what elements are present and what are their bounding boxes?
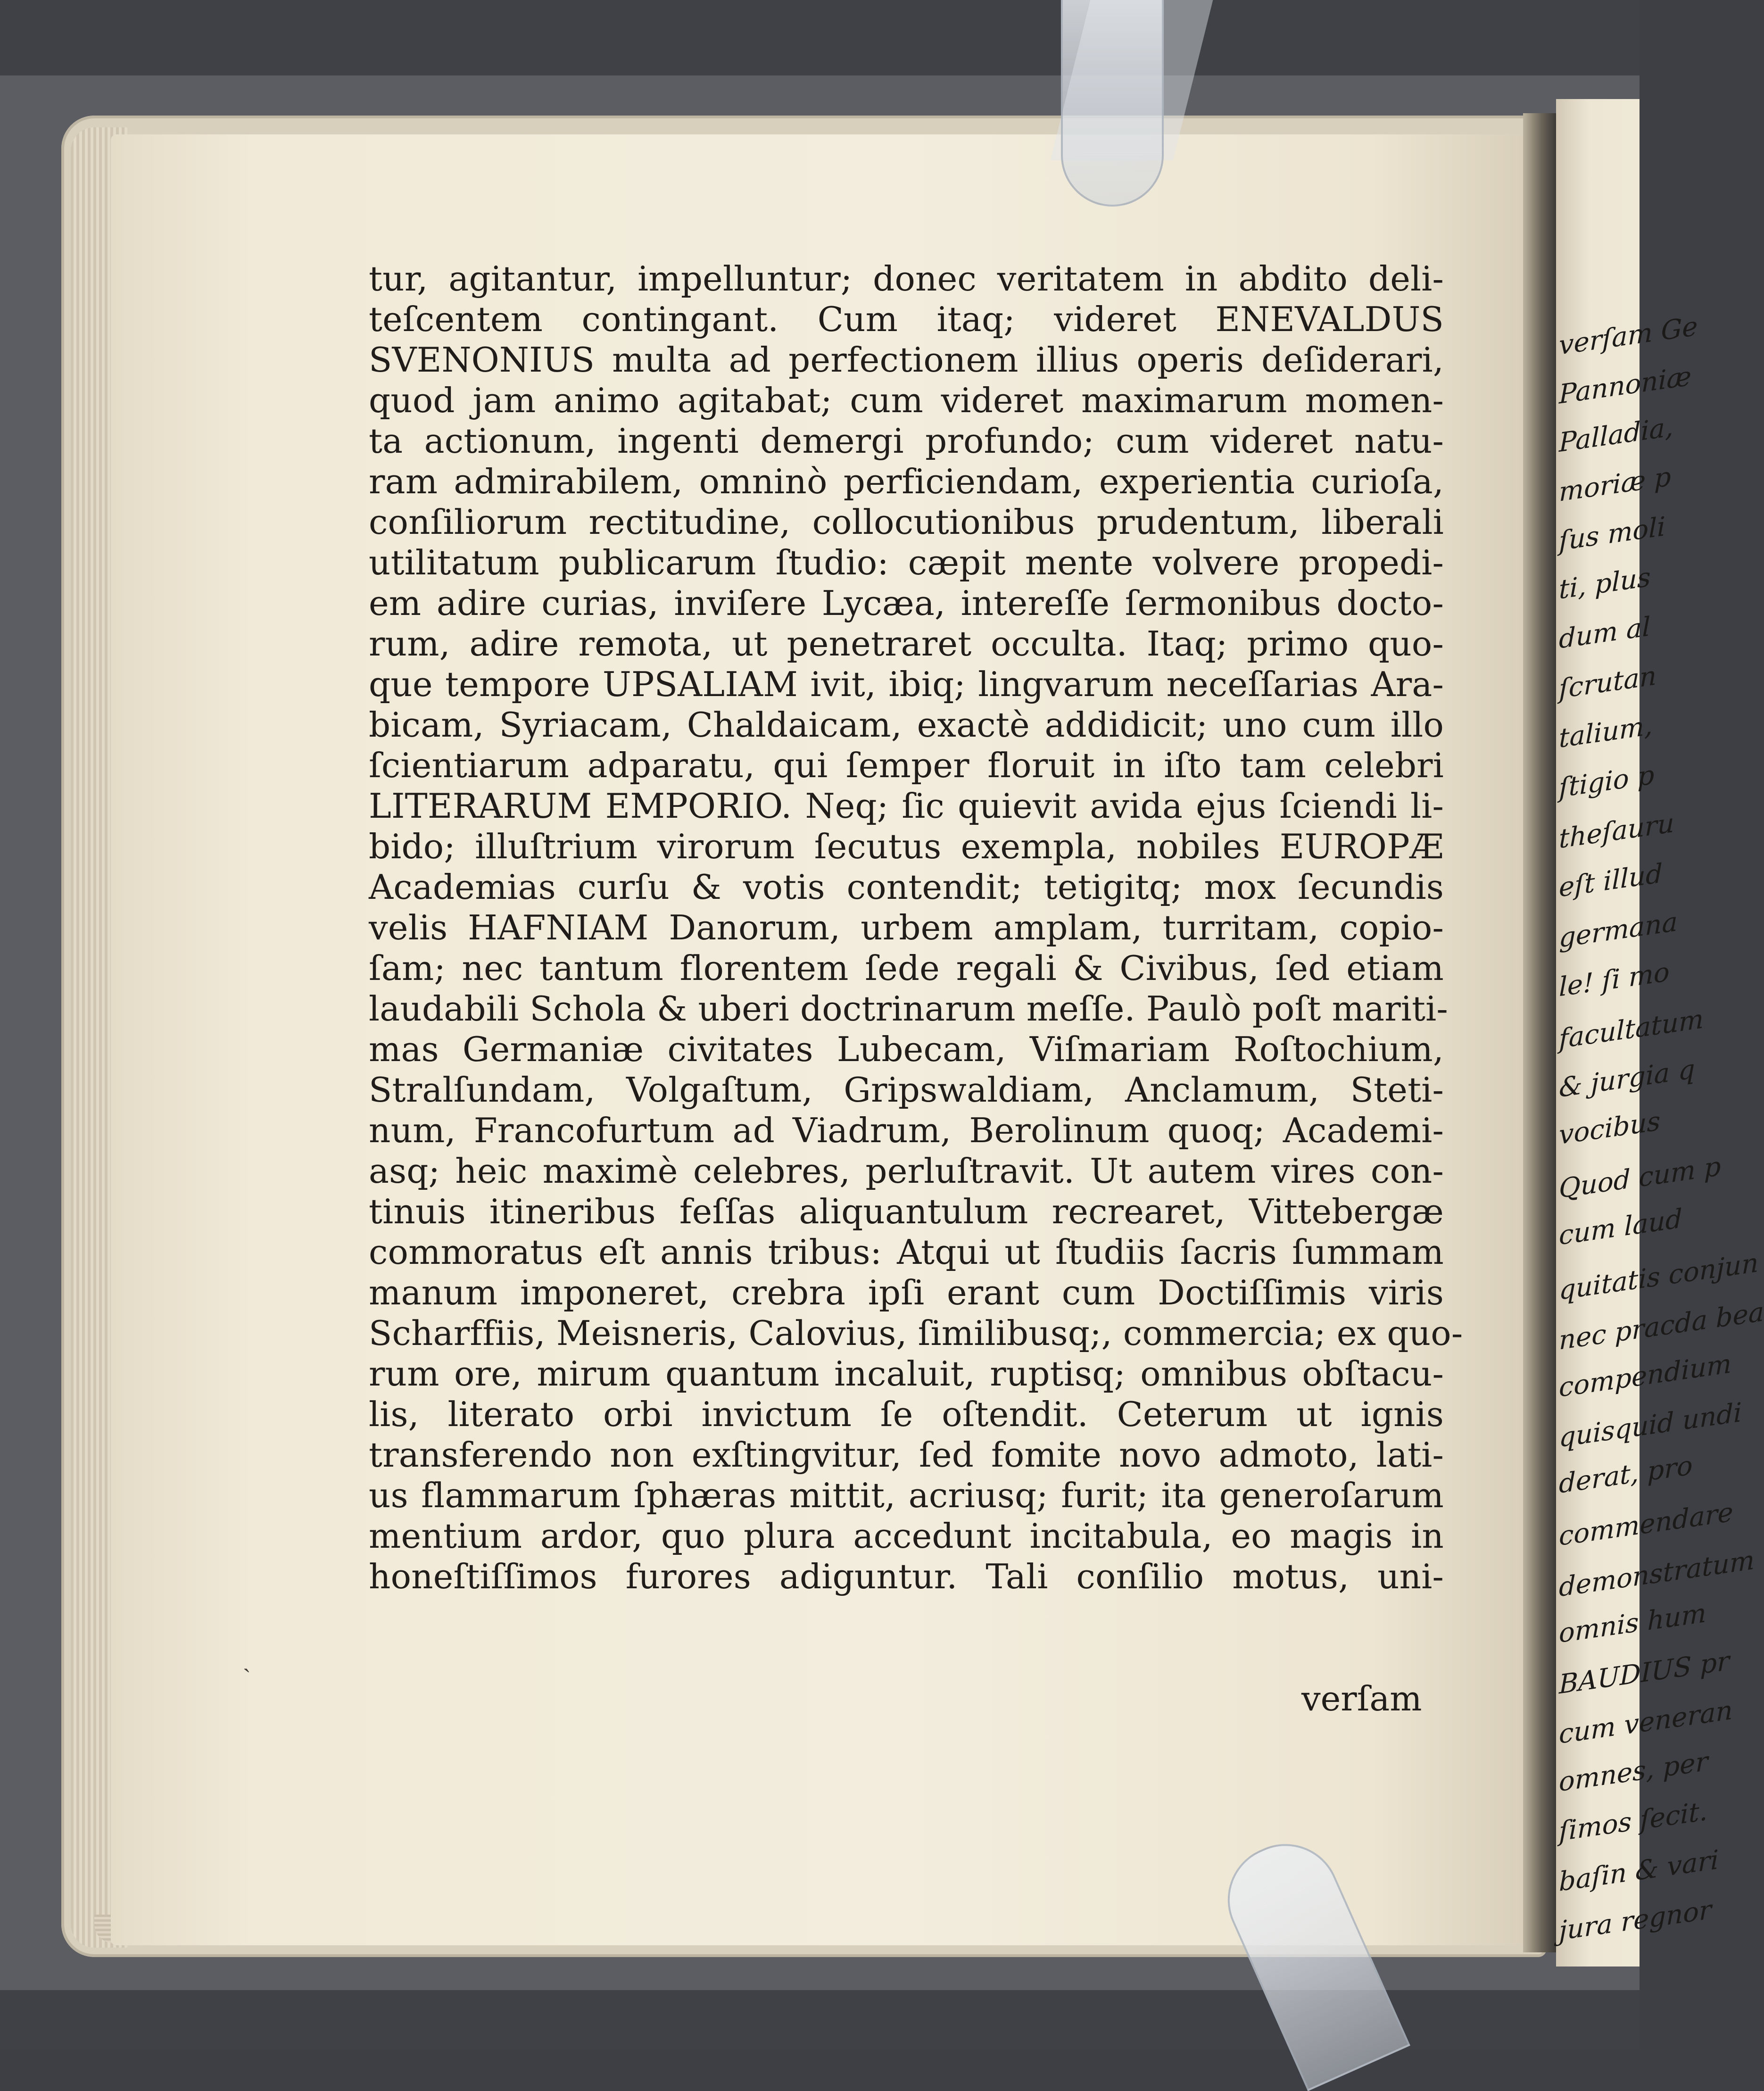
text-line: asq; heic maximè celebres, perluſtravit. Ut autem vires con- [369,1151,1444,1191]
facing-fragment: le! ſi mo [1559,956,1670,1003]
page-text-block [369,258,1463,1597]
text-line: Academias curſu & votis contendit; tetigitq; mox ſecundis [369,867,1444,907]
text-line: Stralſundam, Volgaſtum, Gripswaldiam, Anclamum, Steti- [369,1070,1444,1110]
facing-fragment: omnis hum [1559,1598,1706,1649]
text-line: commoratus eſt annis tribus: Atqui ut ſtudiis ſacris ſummam [369,1232,1444,1272]
facing-page [1556,99,1764,1967]
facing-fragment: quisquid undi [1559,1397,1742,1454]
text-line: tinuis itineribus feſſas aliquantulum recrearet, Vittebergæ [369,1192,1444,1231]
facing-fragment: dum al [1559,611,1651,655]
text-line: ſam; nec tantum florentem ſede regali & Civibus, ſed etiam [369,948,1444,988]
facing-fragment: facultatum [1559,1004,1704,1055]
text-line: rum, adire remota, ut penetraret occulta. Itaq; primo quo- [369,624,1444,664]
text-line: em adire curias, inviſere Lycæa, intereſſe ſermonibus docto- [369,583,1444,623]
text-line: bido; illuſtrium virorum ſecutus exempla, nobiles EUROPÆ [369,827,1444,866]
facing-fragment: compendium [1559,1348,1732,1403]
text-line: bicam, Syriacam, Chaldaicam, exactè addidicit; uno cum illo [369,705,1444,745]
text-line: rum ore, mirum quantum incaluit, ruptisq; omnibus obſtacu- [369,1354,1444,1394]
facing-fragment: germana [1559,906,1678,954]
facing-fragment: commendare [1559,1497,1733,1552]
text-line: ſcientiarum adparatu, qui ſemper floruit in iſto tam celebri [369,746,1444,785]
text-line: manum imponeret, crebra ipſi erant cum Doctiſſimis viris [369,1273,1444,1312]
text-line: ram admirabilem, omninò perficiendam, experientia curioſa, [369,462,1444,501]
facing-fragment: ſcrutan [1559,660,1656,705]
margin-mark: ˴ [243,1653,251,1680]
facing-fragment: vocibus [1559,1105,1661,1151]
facing-fragment: ſtigio p [1559,759,1655,804]
text-line: SVENONIUS multa ad perfectionem illius operis deſiderari, [369,340,1444,380]
text-line: quod jam animo agitabat; cum videret maximarum momen- [369,381,1444,420]
facing-fragment: talium, [1559,710,1653,754]
facing-fragment: ſus moli [1559,511,1665,557]
text-line: conſiliorum rectitudine, collocutionibus prudentum, liberali [369,502,1444,542]
text-line: ta actionum, ingenti demergi profundo; cum videret natu- [369,421,1444,461]
facing-fragment: jura regnor [1559,1894,1712,1947]
facing-fragment: ſimos ſecit. [1559,1795,1708,1848]
text-line: velis HAFNIAM Danorum, urbem amplam, turritam, copio- [369,908,1444,947]
facing-fragment: quitatis conjun [1559,1247,1759,1306]
facing-fragment: moriæ p [1559,461,1671,508]
facing-fragment: cum laud [1559,1203,1682,1252]
text-line: Scharffiis, Meisneris, Calovius, ſimilibusq;, commercia; ex quo- [369,1313,1463,1353]
facing-fragment: baſin & vari [1559,1844,1719,1898]
text-line: que tempore UPSALIAM ivit, ibiq; lingvarum neceſſarias Ara- [369,664,1444,704]
facing-fragment: Palladia, [1559,411,1673,459]
text-line: mas Germaniæ civitates Lubecam, Viſmariam Roſtochium, [369,1029,1444,1069]
facing-fragment: nec pracda bea [1559,1296,1764,1356]
text-line: honeſtiſſimos furores adiguntur. Tali conſilio motus, uni- [369,1557,1444,1596]
text-line: num, Francofurtum ad Viadrum, Berolinum quoq; Academi- [369,1111,1444,1150]
book-gutter [1523,113,1556,1952]
text-line: laudabili Schola & uberi doctrinarum meſſe. Paulò poſt mariti- [369,989,1448,1029]
facing-fragment: derat, pro [1559,1450,1693,1500]
facing-fragment: eſt illud [1559,858,1663,904]
facing-fragment: & jurgia q [1559,1054,1695,1104]
text-line: utilitatum publicarum ſtudio: cæpit mente volvere propedi- [369,543,1444,582]
text-line: transferendo non exſtingvitur, ſed fomite novo admoto, lati- [369,1435,1444,1475]
page-clip-top [1061,0,1164,207]
text-line: teſcentem contingant. Cum itaq; videret ENEVALDUS [369,299,1444,339]
facing-fragment: ti, plus [1559,562,1651,606]
text-line: mentium ardor, quo plura accedunt incitabula, eo magis in [369,1516,1444,1556]
text-line: lis, literato orbi invictum ſe oſtendit. Ceterum ut ignis [369,1394,1444,1434]
facing-fragment: BAUDIUS pr [1559,1645,1730,1701]
facing-fragment: omnes, per [1559,1746,1708,1798]
facing-fragment: cum veneran [1559,1695,1733,1750]
catchword: verſam [1301,1679,1422,1718]
facing-fragment: verſam Ge [1559,311,1698,361]
text-line: tur, agitantur, impelluntur; donec veritatem in abdito deli- [369,259,1444,299]
facing-fragment: Quod cum p [1559,1151,1721,1205]
text-line: LITERARUM EMPORIO. Neq; ſic quievit avida ejus ſciendi li- [369,786,1444,826]
text-line: us flammarum ſphæras mittit, acriusq; furit; ita generoſarum [369,1476,1444,1515]
facing-fragment: Pannoniæ [1559,361,1692,410]
facing-fragment: demonstratum [1559,1544,1755,1603]
facing-fragment: theſauru [1559,807,1674,855]
